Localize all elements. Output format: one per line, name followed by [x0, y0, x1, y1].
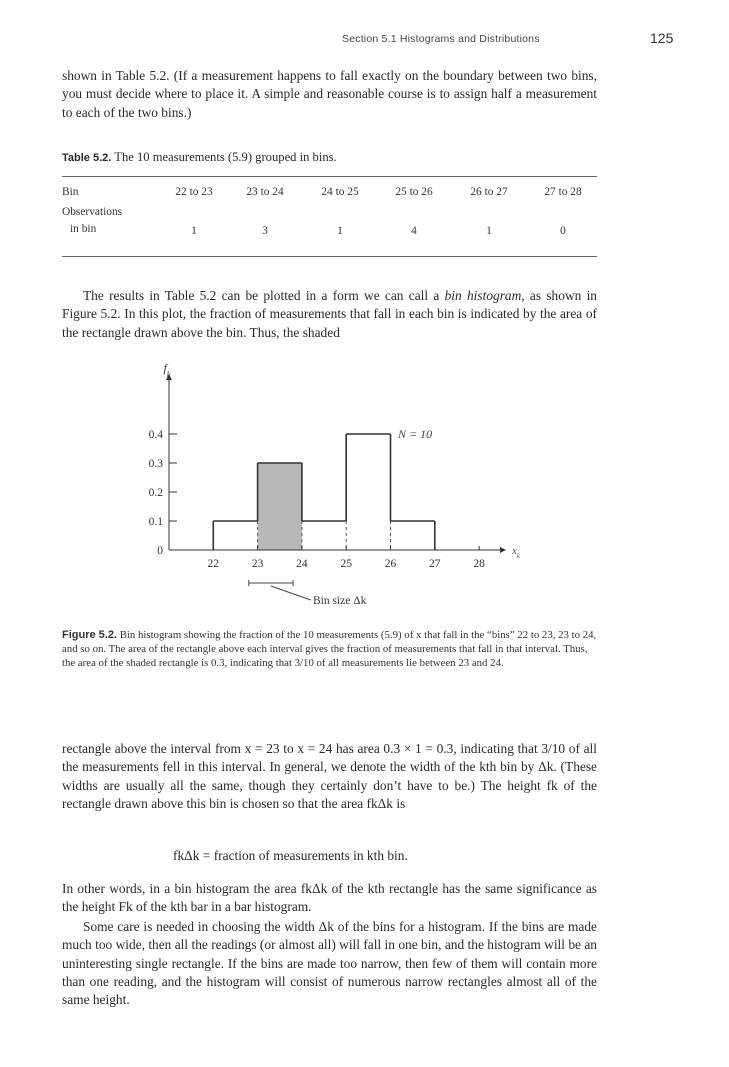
figure-caption-label: Figure 5.2. — [62, 629, 118, 641]
paragraph-3-text: rectangle above the interval from x = 23 to x = 24 has area 0.3 × 1 = 0.3, indicating that 3/10 of all the measurements fell in this interval. In general, we denote the width of the kth bin by Δk. (These widths are usually all the same, though they certainly don’t have to be.) The height fk of the rectangle drawn above this bin is chosen so that the area fkΔk is — [62, 741, 597, 811]
paragraph-5-text: Some care is needed in choosing the width Δk of the bins for a histogram. If the bins are made much too wide, then all the readings (or almost all) will fall in one bin, and the histogram will be an uninteresting single rectangle. If the bins are made too narrow, then few of them will contain more than one reading, and the histogram will consist of numerous narrow rectangles almost all of the same height. — [62, 919, 597, 1008]
table-bin-cell: 22 to 23 — [175, 186, 213, 198]
sample-size-annotation: N = 10 — [398, 427, 433, 441]
bin-area-formula: fkΔk = fraction of measurements in kth bin. — [173, 848, 408, 863]
table-observation-cell: 0 — [560, 225, 566, 237]
table-bin-cell: 23 to 24 — [246, 186, 284, 198]
x-tick-label: 23 — [251, 558, 264, 570]
paragraph-2-start: The results in Table 5.2 can be plotted in a form we can call a — [83, 288, 445, 303]
table-caption-text: The 10 measurements (5.9) grouped in bins. — [114, 150, 337, 164]
y-tick-label: 0.2 — [148, 487, 163, 499]
paragraph-4-text: In other words, in a bin histogram the area fkΔk of the kth rectangle has the same significance as the height Fk of the kth bar in a bar histogram. — [62, 881, 597, 915]
x-tick-label: 28 — [473, 558, 485, 570]
table-bin-cell: 27 to 28 — [544, 186, 582, 198]
page-number: 125 — [650, 30, 674, 46]
figure-caption — [62, 628, 597, 671]
table-row-label-observations: Observations — [62, 206, 123, 218]
paragraph-5 — [62, 918, 597, 1009]
x-tick-label: 24 — [296, 558, 308, 570]
paragraph-3 — [62, 740, 597, 813]
paragraph-4 — [62, 880, 597, 917]
table-bin-cell: 25 to 26 — [395, 186, 433, 198]
table-row-label-bin: Bin — [62, 186, 79, 198]
table-observation-cell: 4 — [411, 225, 417, 237]
table-observation-cell: 1 — [486, 225, 492, 237]
table-bin-cell: 24 to 25 — [321, 186, 359, 198]
y-tick-label: 0.4 — [148, 429, 163, 441]
x-tick-label: 26 — [384, 558, 397, 570]
y-tick-label: 0.3 — [148, 458, 163, 470]
bin-histogram-term: bin histogram, — [444, 288, 525, 303]
intro-paragraph-text: shown in Table 5.2. (If a measurement happens to fall exactly on the boundary between two bins, you must decide where to place it. A simple and reasonable course is to assign half a measurement to each of the two bins.) — [62, 68, 597, 120]
table-observation-cell: 1 — [191, 225, 197, 237]
x-axis-arrow — [500, 547, 506, 553]
shaded-bin-fill — [258, 463, 302, 550]
x-tick-label: 22 — [207, 558, 220, 570]
x-tick-label: 27 — [429, 558, 441, 570]
bin-size-label: Bin size Δk — [312, 595, 367, 607]
running-header: Section 5.1 Histograms and Distributions — [342, 33, 540, 45]
table-bin-cell: 26 to 27 — [470, 186, 508, 198]
y-tick-label: 0.1 — [148, 516, 163, 528]
bin-size-pointer — [271, 586, 311, 600]
y-axis-label: $f_k$ — [163, 361, 171, 379]
x-axis-label: $x_k$ — [512, 545, 520, 560]
table-caption-label: Table 5.2. — [62, 152, 112, 164]
figure-caption-text: Bin histogram showing the fraction of the 10 measurements (5.9) of x that fall in the “bins” 22 to 23, 23 to 24, and so on. The area of the rectangle above each interval gives the fraction of measurements that fall in that interval. Thus, the area of the shaded rectangle is 0.3, indicating that 3/10 of all measurements lie between 23 and 24. — [62, 629, 597, 670]
table-observation-cell: 3 — [262, 225, 268, 237]
y-tick-label: 0 — [157, 545, 163, 557]
x-tick-label: 25 — [340, 558, 352, 570]
paragraph-2-rest: as shown in Figure 5.2. In this plot, the fraction of measurements that fall in each bin is indicated by the area of the rectangle drawn above the bin. Thus, the shaded — [62, 288, 597, 340]
chart-layer — [149, 361, 521, 607]
table-observation-cell: 1 — [337, 225, 343, 237]
table-row-label-in-bin: in bin — [70, 223, 97, 235]
